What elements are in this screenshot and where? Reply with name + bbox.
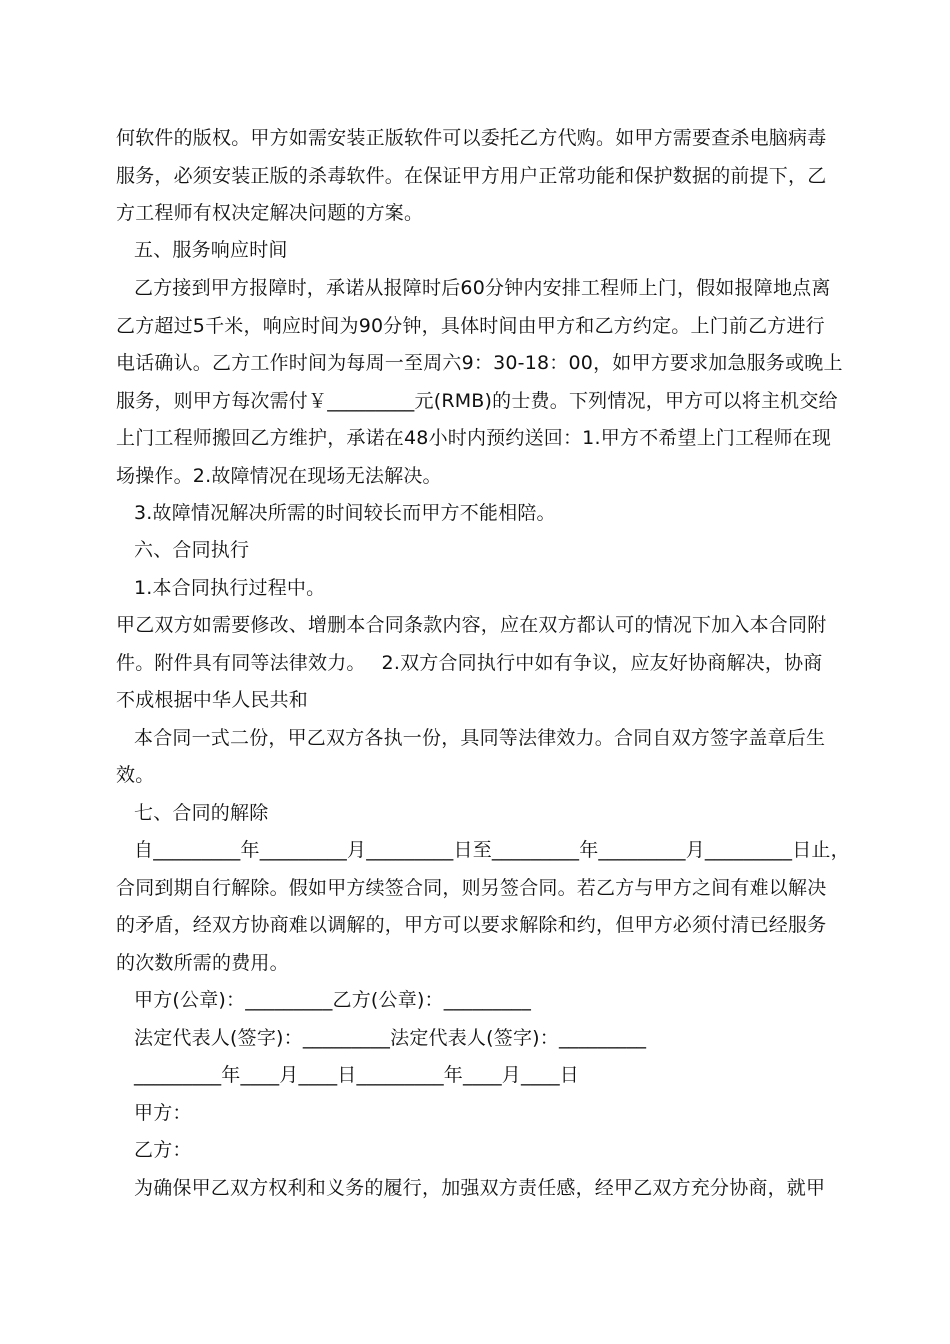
section-heading: 五、服务响应时间 — [134, 239, 288, 261]
text-line: 的次数所需的费用。 — [116, 952, 289, 974]
text-line: 的矛盾，经双方协商难以调解的，甲方可以要求解除和约，但甲方必须付清已经服务 — [116, 914, 827, 936]
text-line: 1.本合同执行过程中。 — [134, 577, 326, 599]
text-line: 乙方接到甲方报障时，承诺从报障时后60分钟内安排工程师上门，假如报障地点离 — [134, 277, 831, 299]
text-line: 何软件的版权。甲方如需安装正版软件可以委托乙方代购。如甲方需要查杀电脑病毒 — [116, 127, 827, 149]
text-line: 场操作。2.故障情况在现场无法解决。 — [116, 465, 442, 487]
text-line: 电话确认。乙方工作时间为每周一至周六9：30-18：00，如甲方要求加急服务或晚上 — [116, 352, 843, 374]
seal-line: 甲方(公章)：_________乙方(公章)：_________ — [134, 989, 532, 1011]
text-line: 为确保甲乙双方权利和义务的履行，加强双方责任感，经甲乙双方充分协商，就甲 — [134, 1177, 826, 1199]
signing-date-line: _________年____月____日_________年____月____日 — [134, 1064, 580, 1086]
text-line: 效。 — [116, 764, 155, 786]
text-line: 服务，则甲方每次需付￥_________元(RMB)的士费。下列情况，甲方可以将主机交给 — [116, 390, 838, 412]
text-line: 乙方超过5千米，响应时间为90分钟，具体时间由甲方和乙方约定。上门前乙方进行 — [116, 315, 825, 337]
text-line: 上门工程师搬回乙方维护，承诺在48小时内预约送回：1.甲方不希望上门工程师在现 — [116, 427, 832, 449]
signature-line: 法定代表人(签字)：_________法定代表人(签字)：_________ — [134, 1027, 647, 1049]
text-line: 不成根据中华人民共和 — [116, 689, 309, 711]
text-line: 方工程师有权决定解决问题的方案。 — [116, 202, 424, 224]
text-line: 服务，必须安装正版的杀毒软件。在保证甲方用户正常功能和保护数据的前提下，乙 — [116, 165, 827, 187]
text-line: 本合同一式二份，甲乙双方各执一份，具同等法律效力。合同自双方签字盖章后生 — [134, 727, 826, 749]
text-line: 件。附件具有同等法律效力。 2.双方合同执行中如有争议，应友好协商解决，协商 — [116, 652, 823, 674]
text-line: 甲乙双方如需要修改、增删本合同条款内容，应在双方都认可的情况下加入本合同附 — [116, 614, 827, 636]
text-line: 合同到期自行解除。假如甲方续签合同，则另签合同。若乙方与甲方之间有难以解决 — [116, 877, 827, 899]
section-heading: 七、合同的解除 — [134, 802, 269, 824]
date-range-line: 自_________年_________月_________日至_________年_________月_________日止， — [134, 839, 850, 861]
party-b-label: 乙方： — [134, 1139, 192, 1161]
section-heading: 六、合同执行 — [134, 539, 250, 561]
party-a-label: 甲方： — [134, 1102, 192, 1124]
text-line: 3.故障情况解决所需的时间较长而甲方不能相陪。 — [134, 502, 556, 524]
